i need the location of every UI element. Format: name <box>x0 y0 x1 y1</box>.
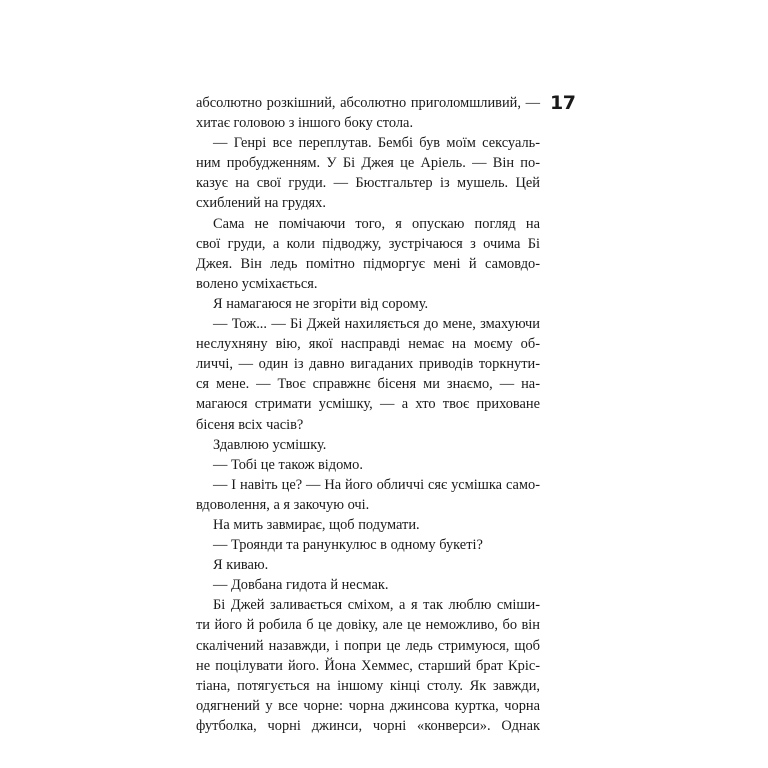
text-line: — Тож... — Бі Джей нахиляється до мене, змахуючи <box>213 316 540 333</box>
text-line: На мить завмирає, щоб подумати. <box>213 516 420 533</box>
text-line: — Генрі все переплутав. Бембі був моїм сексуаль- <box>213 135 540 152</box>
text-line: Джея. Він ледь помітно підморгує мені й самовдо- <box>196 255 540 272</box>
text-line: свої груди, а коли підводжу, зустрічаюся з очима Бі <box>196 235 540 252</box>
text-line: Здавлюю усмішку. <box>213 436 327 453</box>
text-line: ним пробудженням. У Бі Джея це Аріель. — Він по- <box>196 155 540 172</box>
body-text <box>196 93 540 736</box>
text-line: бісеня всіх часів? <box>196 416 304 433</box>
text-line: одягнений у все чорне: чорна джинсова куртка, чорна <box>196 697 540 714</box>
text-line: не поцілувати його. Йона Хеммес, старший брат Кріс- <box>196 657 540 674</box>
text-line: Сама не помічаючи того, я опускаю погляд на <box>213 215 540 232</box>
text-line: неслухняну вію, якої насправді немає на моєму об- <box>196 336 540 353</box>
text-line: футболка, чорні джинси, чорні «конверси». Однак <box>196 717 540 734</box>
text-line: Я намагаюся не згоріти від сорому. <box>213 295 429 312</box>
text-line: ся мене. — Твоє справжнє бісеня ми знаємо, — на- <box>196 376 540 393</box>
text-line: тіана, потягується на іншому кінці столу. Як завжди, <box>196 677 540 694</box>
text-line: хитає головою з іншого боку стола. <box>196 115 414 132</box>
text-line: скалічений назавжди, і попри це ледь стримуюся, щоб <box>196 637 540 654</box>
text-line: — І навіть це? — На його обличчі сяє усмішка само- <box>213 476 540 493</box>
text-line: магаюся стримати усмішку, — а хто твоє приховане <box>196 396 540 413</box>
text-line: абсолютно розкішний, абсолютно приголомшливий, — <box>196 95 540 111</box>
text-line: — Довбана гидота й несмак. <box>213 577 389 594</box>
text-line: ти його й робила б це довіку, але це неможливо, бо він <box>196 617 540 634</box>
text-line: вдоволення, а я закочую очі. <box>196 496 370 513</box>
text-line: схиблений на грудях. <box>196 195 326 212</box>
text-line: казує на свої груди. — Бюстгальтер із мушель. Цей <box>196 175 540 192</box>
text-line: Я киваю. <box>213 557 269 574</box>
text-line: личчі, — один із давно вигаданих приводів торкнути- <box>196 356 540 373</box>
text-line: — Троянди та ранункулюс в одному букеті? <box>213 537 483 554</box>
text-line: — Тобі це також відомо. <box>213 456 363 473</box>
page-number: 17 <box>550 92 576 114</box>
text-line: Бі Джей заливається сміхом, а я так люблю сміши- <box>213 597 540 614</box>
text-line: волено усміхається. <box>196 275 318 292</box>
